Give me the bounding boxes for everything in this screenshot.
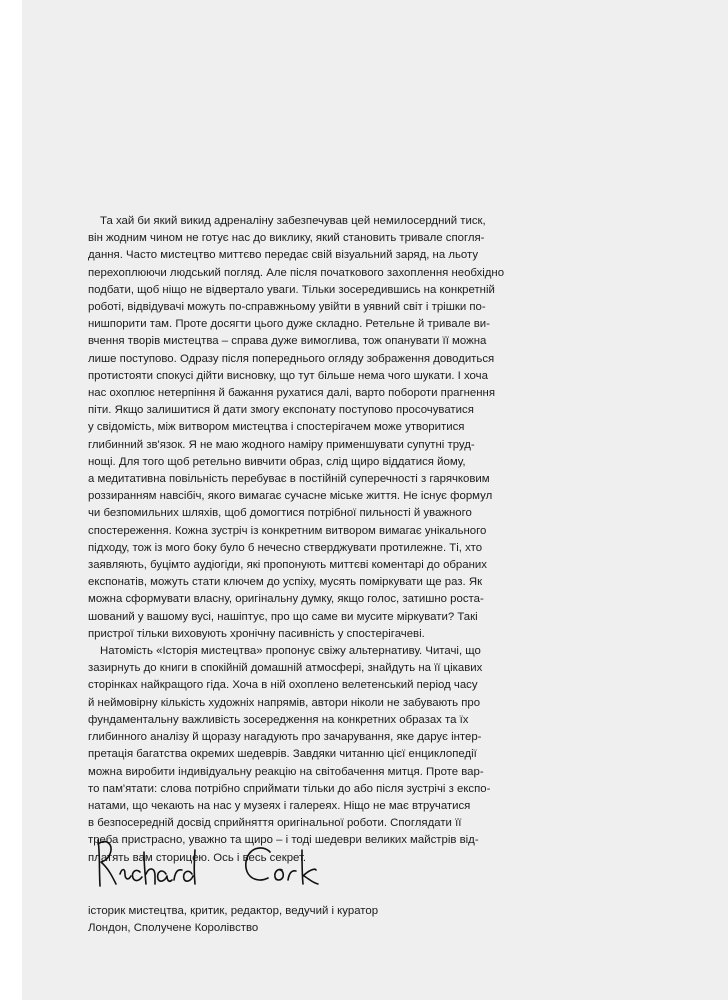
text-line: зазирнуть до книги в спокійній домашній атмосфері, знайдуть на її цікавих: [88, 662, 483, 675]
text-line: претація багатства окремих шедеврів. Завдяки читанню цієї енциклопедії: [88, 748, 477, 761]
text-line: експонатів, можуть стати ключем до успіху, мусять поміркувати ще раз. Як: [88, 576, 483, 589]
text-line: у свідомість, між витвором мистецтва і спостерігачем може утворитися: [88, 421, 465, 434]
text-line: треба пристрасно, уважно та щиро – і тоді шедеври великих майстрів від-: [88, 834, 479, 847]
text-line: пристрої тільки виховують хронічну пасивність у спостерігачеві.: [88, 627, 425, 640]
book-page: [22, 0, 728, 1000]
text-line: нощі. Для того щоб ретельно вивчити образ, слід щиро віддатися йому,: [88, 455, 466, 468]
text-line: вчення творів мистецтва – справа дуже вимоглива, тож опанувати її можна: [88, 335, 487, 348]
text-line: дання. Часто мистецтво миттєво передає свій візуальний заряд, на льоту: [88, 249, 479, 262]
text-line: він жодним чином не готує нас до виклику, який становить тривале спогля-: [88, 232, 485, 245]
text-line: Та хай би який викид адреналіну забезпечував цей немилосердний тиск,: [100, 215, 486, 227]
text-line: фундаментальну важливість зосередження на конкретних образах та їх: [88, 713, 469, 726]
body-text: [88, 213, 505, 867]
text-line: платять вам сторицею. Ось і весь секрет.: [88, 851, 307, 864]
text-line: лише поступово. Одразу після попереднього огляду зображення доводиться: [88, 352, 495, 365]
text-line: заявляють, буцімто аудіогіди, які пропонують миттєві коментарі до обраних: [88, 559, 487, 572]
text-line: сторінках найкращого гіда. Хоча в ній охоплено велетенський період часу: [88, 679, 478, 692]
text-line: можна сформувати власну, оригінальну думку, якщо голос, затишно роста-: [88, 593, 484, 606]
handwritten-signature: [92, 834, 342, 890]
text-line: чи безпомильних шляхів, щоб домогтися потрібної пильності й уважного: [88, 507, 472, 520]
text-line: підходу, тож із мого боку було б нечесно стверджувати протилежне. Ті, хто: [88, 541, 483, 554]
text-line: роззиранням навсібіч, якого вимагає сучасне міське життя. Не існує формул: [88, 490, 493, 503]
text-line: нас охоплює нетерпіння й бажання рухатися далі, варто побороти прагнення: [88, 387, 496, 400]
author-caption: [88, 903, 378, 937]
text-line: натами, що чекають на нас у музеях і галереях. Ніщо не має втручатися: [88, 799, 471, 812]
text-line: піти. Якщо залишитися й дати змогу експонату поступово просочуватися: [88, 404, 474, 417]
text-line: глибинного аналізу й щоразу нагадують про зачарування, яке дарує інтер-: [88, 731, 482, 744]
author-role: історик мистецтва, критик, редактор, ведучий і куратор: [88, 905, 379, 917]
text-line: глибинний зв'язок. Я не маю жодного наміру применшувати супутні труд-: [88, 438, 475, 451]
text-line: а медитативна повільність перебуває в постійній суперечності з гарячковим: [88, 473, 490, 486]
author-location: Лондон, Сполучене Королівство: [88, 922, 259, 934]
text-line: спостереження. Кожна зустріч із конкретним витвором вимагає унікального: [88, 524, 487, 537]
text-line: подбати, щоб ніщо не відвертало уваги. Тільки зосередившись на конкретній: [88, 283, 495, 296]
text-line: то пам'ятати: слова потрібно сприймати тільки до або після зустрічі з експо-: [88, 782, 491, 795]
text-line: й неймовірну кількість художніх напрямів, автори ніколи не забувають про: [88, 696, 481, 709]
text-line: Натомість «Історія мистецтва» пропонує свіжу альтернативу. Читачі, що: [100, 645, 481, 658]
text-line: перехоплюючи людський погляд. Але після початкового захоплення необхідно: [88, 266, 505, 279]
text-line: протистояти спокусі дійти висновку, що тут більше нема чого шукати. І хоча: [88, 369, 488, 382]
text-line: шований у вашому вусі, нашіптує, про що саме ви мусите міркувати? Такі: [88, 610, 478, 623]
text-line: роботі, відвідувачі можуть по-справжньому увійти в уявний світ і трішки по-: [88, 301, 486, 314]
text-line: можна виробити індивідуальну реакцію на світобачення митця. Проте вар-: [88, 765, 484, 778]
text-line: в безпосередній досвід сприйняття оригінальної роботи. Споглядати її: [88, 817, 462, 830]
text-line: нишпорити там. Проте досягти цього дуже складно. Ретельне й тривале ви-: [88, 318, 490, 331]
